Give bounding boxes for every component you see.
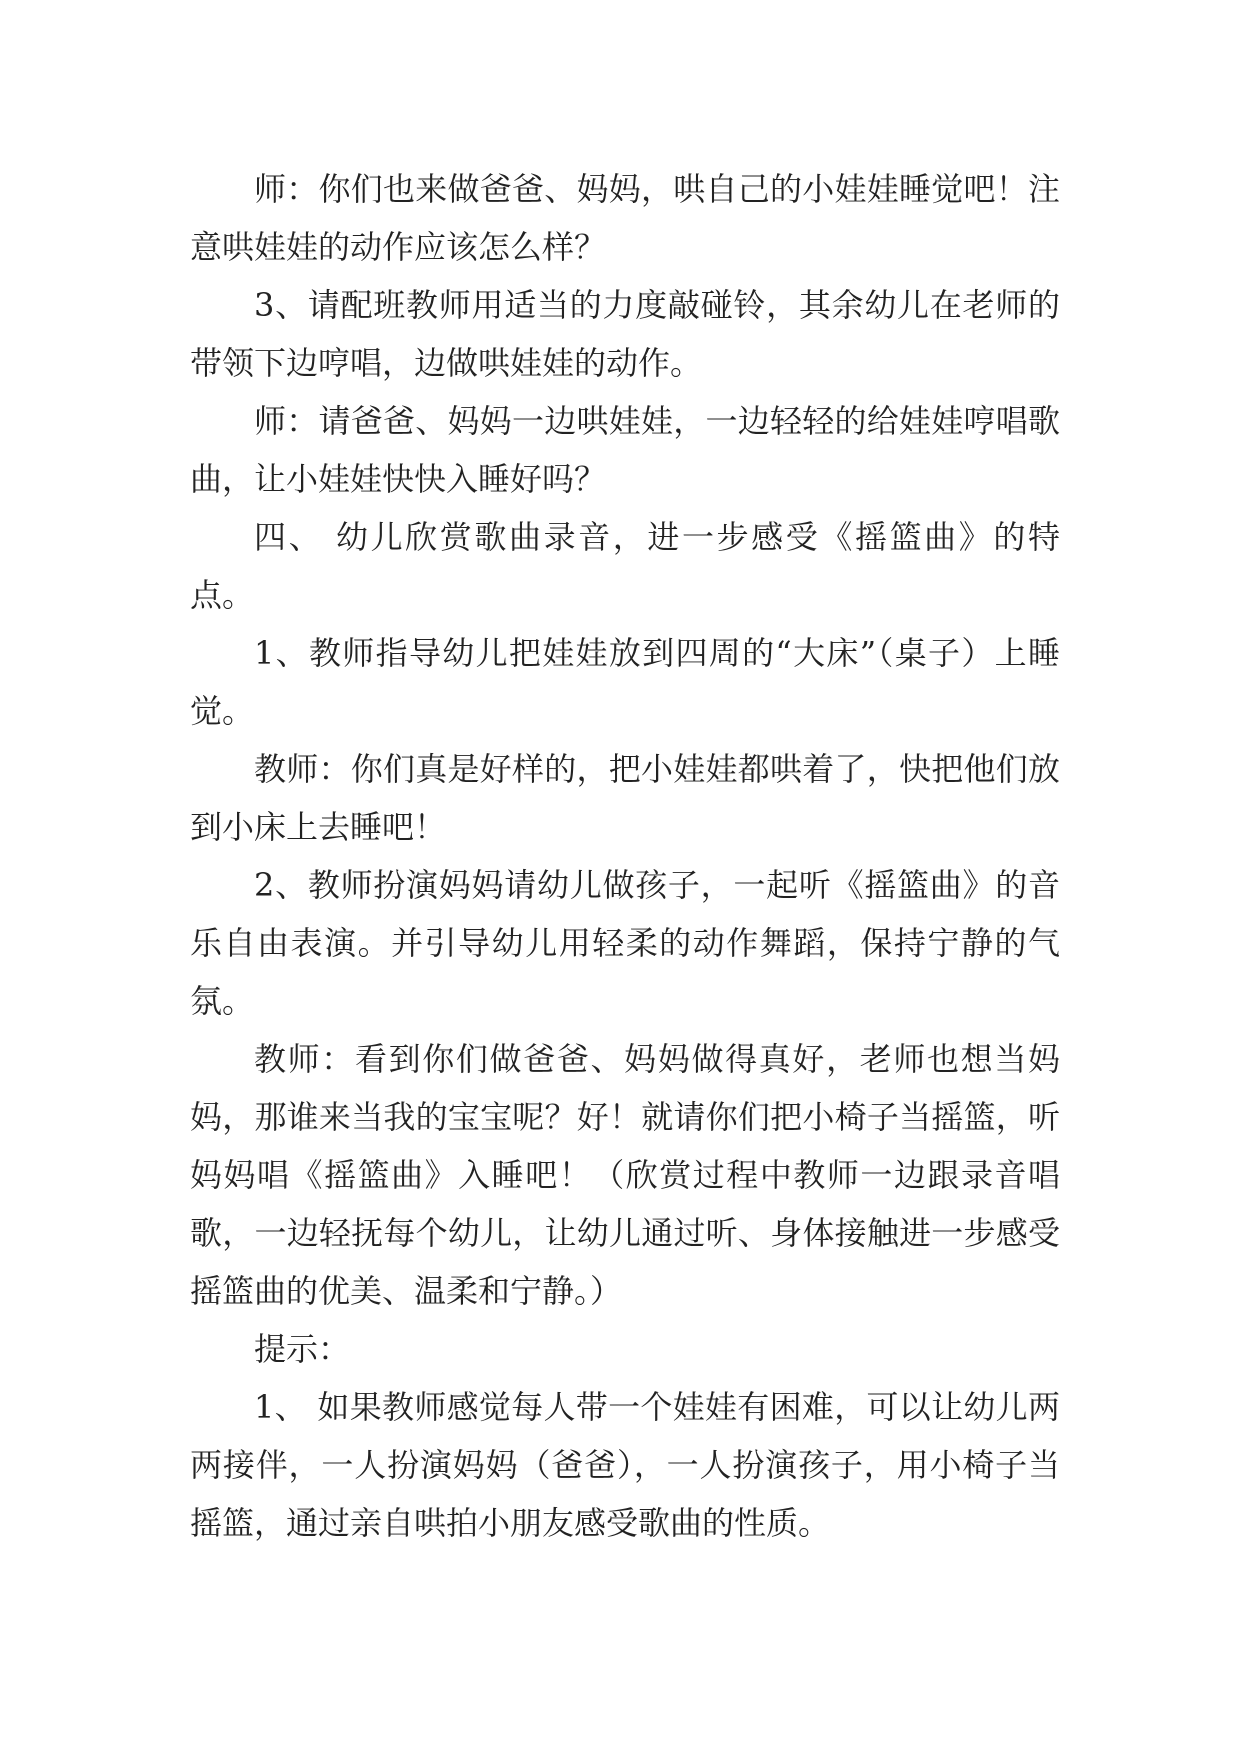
paragraph-step-2-perform: 2、教师扮演妈妈请幼儿做孩子，一起听《摇篮曲》的音乐自由表演。并引导幼儿用轻柔的动作舞蹈，保持宁静的气氛。 — [190, 866, 1060, 1020]
paragraph-section-four: 四、 幼儿欣赏歌曲录音，进一步感受《摇篮曲》的特点。 — [190, 518, 1060, 614]
paragraph-teacher-praise: 教师：你们真是好样的，把小娃娃都哄着了，快把他们放到小床上去睡吧！ — [190, 750, 1060, 846]
paragraph-step-3: 3、请配班教师用适当的力度敲碰铃，其余幼儿在老师的带领下边哼唱，边做哄娃娃的动作。 — [190, 286, 1060, 382]
paragraph-teacher-lullaby-prompt: 师：你们也来做爸爸、妈妈，哄自己的小娃娃睡觉吧！注意哄娃娃的动作应该怎么样？ — [190, 170, 1060, 266]
paragraph-tip-1: 1、 如果教师感觉每人带一个娃娃有困难，可以让幼儿两两接伴，一人扮演妈妈（爸爸），一人扮演孩子，用小椅子当摇篮，通过亲自哄拍小朋友感受歌曲的性质。 — [190, 1388, 1060, 1542]
paragraph-tip-heading: 提示： — [254, 1330, 351, 1368]
paragraph-teacher-mother: 教师：看到你们做爸爸、妈妈做得真好，老师也想当妈妈，那谁来当我的宝宝呢？好！就请你们把小椅子当摇篮，听妈妈唱《摇篮曲》入睡吧！（欣赏过程中教师一边跟录音唱歌，一边轻抚每个幼儿，让幼儿通过听、身体接触进一步感受摇篮曲的优美、温柔和宁静。） — [190, 1040, 1060, 1310]
document-body — [190, 160, 1060, 1552]
paragraph-teacher-hum: 师：请爸爸、妈妈一边哄娃娃，一边轻轻的给娃娃哼唱歌曲，让小娃娃快快入睡好吗？ — [190, 402, 1060, 498]
paragraph-step-1-bed: 1、教师指导幼儿把娃娃放到四周的“大床”（桌子）上睡觉。 — [190, 634, 1060, 730]
